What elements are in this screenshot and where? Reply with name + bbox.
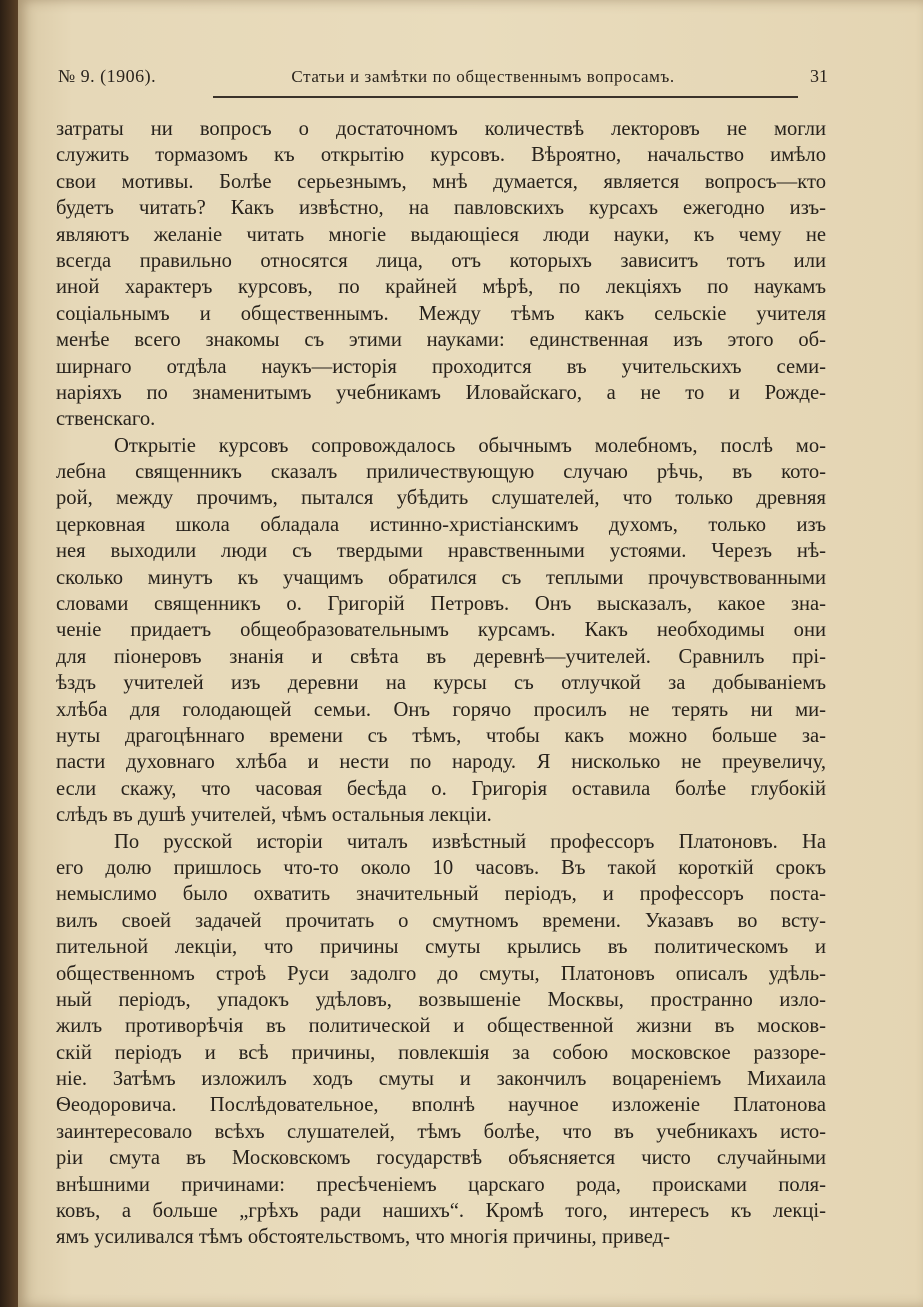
text-line: общественномъ строѣ Руси задолго до смуты, Платоновъ описалъ удѣль-	[56, 962, 826, 985]
text-line: ямъ усиливался тѣмъ обстоятельствомъ, что многія причины, привед-	[56, 1226, 671, 1249]
text-line: ѣздъ учителей изъ деревни на курсы съ отлучкой за добываніемъ	[56, 672, 826, 695]
text-line: ковъ, а больше „грѣхъ ради нашихъ“. Кромѣ того, интересъ къ лекці-	[56, 1200, 826, 1223]
text-line: Открытіе курсовъ сопровождалось обычнымъ молебномъ, послѣ мо-	[114, 434, 826, 457]
text-line: немыслимо было охватить значительный періодъ, и профессоръ поста-	[56, 883, 826, 906]
paragraph	[56, 116, 826, 433]
paragraph	[56, 433, 826, 829]
text-line: пительной лекціи, что причины смуты крылись въ политическомъ и	[56, 936, 826, 959]
text-line: для піонеровъ знанія и свѣта въ деревнѣ—учителей. Сравнилъ прі-	[56, 645, 826, 668]
text-line: словами священникъ о. Григорій Петровъ. Онъ высказалъ, какое зна-	[56, 593, 826, 616]
text-line: свои мотивы. Болѣе серьезнымъ, мнѣ думается, является вопросъ—кто	[56, 170, 826, 193]
text-line: жилъ противорѣчія въ политической и общественной жизни въ москов-	[56, 1015, 826, 1038]
book-spine	[0, 0, 18, 1307]
text-line: хлѣба для голодающей семьи. Онъ горячо просилъ не терять ни ми-	[56, 698, 826, 721]
text-line: будетъ читать? Какъ извѣстно, на павловскихъ курсахъ ежегодно изъ-	[56, 197, 826, 220]
text-line: наріяхъ по знаменитымъ учебникамъ Иловайскаго, а не то и Рожде-	[56, 381, 826, 404]
text-line: нея выходили люди съ твердыми нравственными устоями. Черезъ нѣ-	[56, 540, 826, 563]
text-line: пасти духовнаго хлѣба и нести по народу. Я нисколько не преувеличу,	[56, 751, 826, 774]
text-line: служить тормазомъ къ открытію курсовъ. Вѣроятно, начальство имѣло	[56, 144, 826, 167]
text-line: его долю пришлось что-то около 10 часовъ. Въ такой короткій срокъ	[56, 856, 826, 879]
text-line: всегда правильно относятся лица, отъ которыхъ зависитъ тотъ или	[56, 249, 826, 272]
text-line: соціальнымъ и общественнымъ. Между тѣмъ какъ сельскіе учителя	[56, 302, 826, 325]
text-line: рой, между прочимъ, пытался убѣдить слушателей, что только древняя	[56, 487, 826, 510]
text-line: По русской исторіи читалъ извѣстный профессоръ Платоновъ. На	[114, 830, 826, 853]
header-rule	[213, 96, 798, 98]
text-line: если скажу, что часовая бесѣда о. Григорія оставила болѣе глубокій	[56, 777, 826, 800]
text-line: слѣдъ въ душѣ учителей, чѣмъ остальныя лекціи.	[56, 804, 492, 827]
text-line: церковная школа обладала истинно-христіанскимъ духомъ, только изъ	[56, 513, 826, 536]
text-line: менѣе всего знакомы съ этими науками: единственная изъ этого об-	[56, 329, 826, 352]
text-line: лебна священникъ сказалъ приличествующую случаю рѣчь, въ кото-	[56, 461, 826, 484]
text-line: нуты драгоцѣннаго времени съ тѣмъ, чтобы какъ можно больше за-	[56, 724, 826, 747]
running-header	[58, 66, 828, 93]
book-page	[18, 0, 923, 1307]
text-line: ченіе придаетъ общеобразовательнымъ курсамъ. Какъ необходимы они	[56, 619, 826, 642]
text-line: являютъ желаніе читать многіе выдающіеся люди науки, къ чему не	[56, 223, 826, 246]
text-line: ственскаго.	[56, 408, 156, 431]
page-body	[56, 116, 826, 1251]
text-line: ный періодъ, упадокъ удѣловъ, возвышеніе Москвы, пространно изло-	[56, 988, 826, 1011]
text-line: сколько минутъ къ учащимъ обратился съ теплыми прочувствованными	[56, 566, 826, 589]
text-line: ніе. Затѣмъ изложилъ ходъ смуты и закончилъ воцареніемъ Михаила	[56, 1068, 826, 1091]
text-line: ріи смута въ Московскомъ государствѣ объясняется чисто случайными	[56, 1147, 826, 1170]
text-line: внѣшними причинами: пресѣченіемъ царскаго рода, происками поля-	[56, 1173, 826, 1196]
text-line: затраты ни вопросъ о достаточномъ количествѣ лекторовъ не могли	[56, 118, 826, 140]
issue-number: № 9. (1906).	[58, 66, 157, 86]
text-line: ширнаго отдѣла наукъ—исторія проходится въ учительскихъ семи-	[56, 355, 826, 378]
text-line: заинтересовало всѣхъ слушателей, тѣмъ болѣе, что въ учебникахъ исто-	[56, 1120, 826, 1143]
page-number: 31	[809, 66, 828, 86]
text-line: иной характеръ курсовъ, по крайней мѣрѣ, по лекціяхъ по наукамъ	[56, 276, 826, 299]
running-title: Статьи и замѣтки по общественнымъ вопросамъ.	[291, 67, 675, 86]
text-line: скій періодъ и всѣ причины, повлекшія за собою московское раззоре-	[56, 1041, 826, 1064]
paragraph	[56, 829, 826, 1251]
text-line: вилъ своей задачей прочитать о смутномъ времени. Указавъ во всту-	[56, 909, 826, 932]
text-line: Ѳеодоровича. Послѣдовательное, вполнѣ научное изложеніе Платонова	[56, 1094, 826, 1117]
